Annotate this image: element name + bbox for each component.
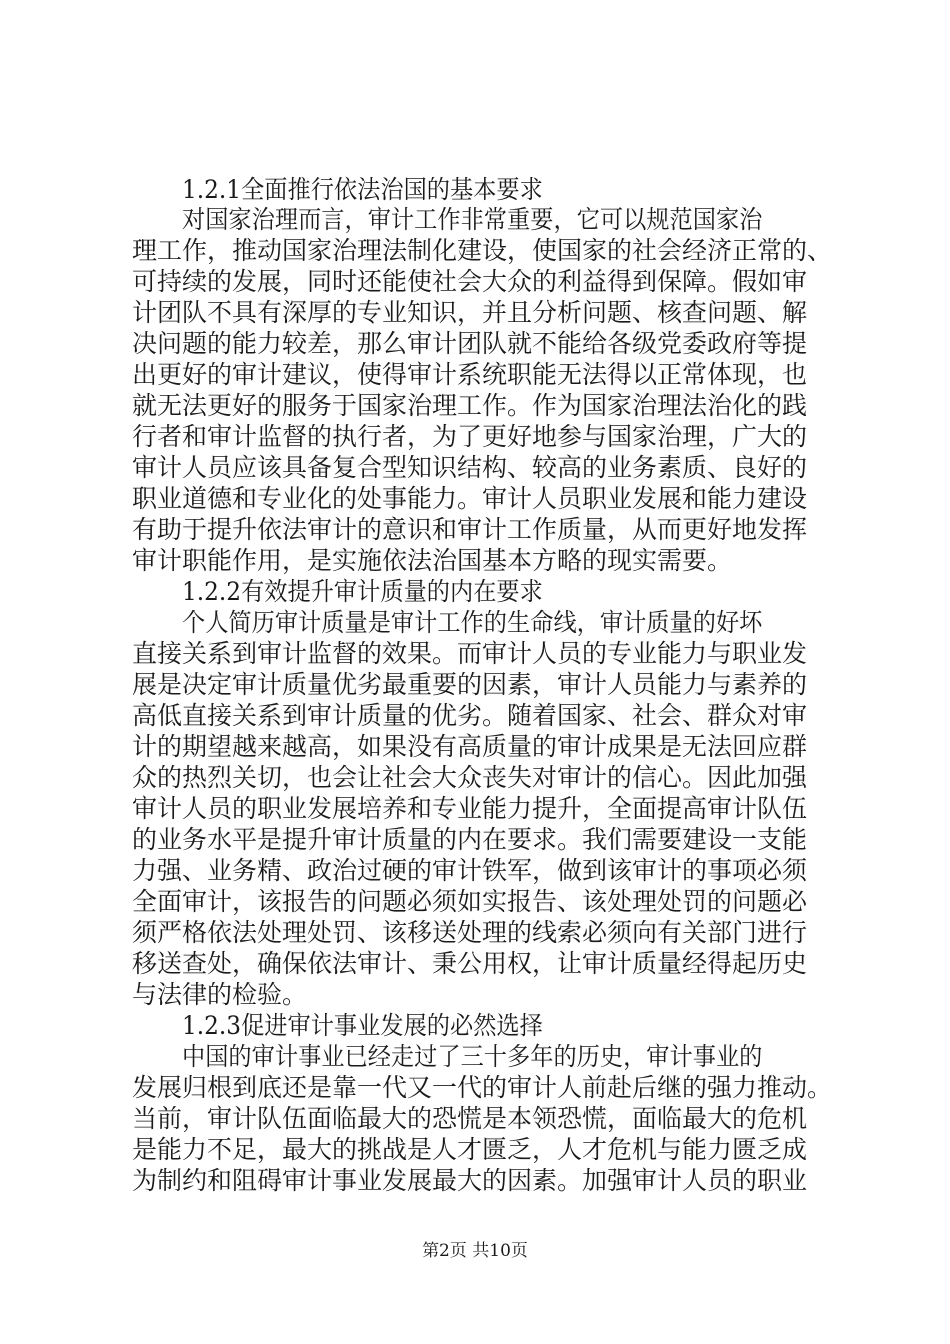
paragraph-line: 个人简历审计质量是审计工作的生命线，审计质量的好坏 bbox=[182, 608, 763, 637]
paragraph-line: 就无法更好的服务于国家治理工作。作为国家治理法治化的践 bbox=[132, 391, 808, 420]
paragraph-line: 计团队不具有深厚的专业知识，并且分析问题、核查问题、解 bbox=[132, 298, 808, 327]
paragraph-line: 当前，审计队伍面临最大的恐慌是本领恐慌，面临最大的危机 bbox=[132, 1104, 808, 1133]
paragraph-line: 审计人员的职业发展培养和专业能力提升，全面提高审计队伍 bbox=[132, 794, 808, 823]
paragraph-line: 中国的审计事业已经走过了三十多年的历史，审计事业的 bbox=[182, 1042, 763, 1071]
paragraph-line: 须严格依法处理处罚、该移送处理的线索必须向有关部门进行 bbox=[132, 918, 808, 947]
paragraph-line: 众的热烈关切，也会让社会大众丧失对审计的信心。因此加强 bbox=[132, 763, 808, 792]
paragraph-line: 的业务水平是提升审计质量的内在要求。我们需要建设一支能 bbox=[132, 825, 808, 854]
paragraph-line: 有助于提升依法审计的意识和审计工作质量，从而更好地发挥 bbox=[132, 515, 808, 544]
paragraph-line: 决问题的能力较差，那么审计团队就不能给各级党委政府等提 bbox=[132, 329, 808, 358]
paragraph-line: 可持续的发展，同时还能使社会大众的利益得到保障。假如审 bbox=[132, 267, 808, 296]
paragraph-line: 全面审计，该报告的问题必须如实报告、该处理处罚的问题必 bbox=[132, 887, 808, 916]
page-number-footer: 第2页 共10页 bbox=[422, 1241, 528, 1261]
paragraph-line: 为制约和阻碍审计事业发展最大的因素。加强审计人员的职业 bbox=[132, 1166, 808, 1195]
paragraph-line: 与法律的检验。 bbox=[132, 980, 308, 1009]
paragraph-line: 审计人员应该具备复合型知识结构、较高的业务素质、良好的 bbox=[132, 453, 808, 482]
paragraph-line: 审计职能作用，是实施依法治国基本方略的现实需要。 bbox=[132, 546, 733, 575]
paragraph-line: 直接关系到审计监督的效果。而审计人员的专业能力与职业发 bbox=[132, 639, 808, 668]
paragraph-line: 计的期望越来越高，如果没有高质量的审计成果是无法回应群 bbox=[132, 732, 808, 761]
paragraph-line: 力强、业务精、政治过硬的审计铁军，做到该审计的事项必须 bbox=[132, 856, 808, 885]
paragraph-line: 行者和审计监督的执行者，为了更好地参与国家治理，广大的 bbox=[132, 422, 808, 451]
paragraph-line: 高低直接关系到审计质量的优劣。随着国家、社会、群众对审 bbox=[132, 701, 808, 730]
section-heading-1-2-3: 1.2.3促进审计事业发展的必然选择 bbox=[182, 1011, 543, 1040]
paragraph-line: 职业道德和专业化的处事能力。审计人员职业发展和能力建设 bbox=[132, 484, 808, 513]
paragraph-line: 移送查处，确保依法审计、秉公用权，让审计质量经得起历史 bbox=[132, 949, 808, 978]
paragraph-line: 出更好的审计建议，使得审计系统职能无法得以正常体现，也 bbox=[132, 360, 808, 389]
paragraph-line: 展是决定审计质量优劣最重要的因素，审计人员能力与素养的 bbox=[132, 670, 808, 699]
paragraph-line: 发展归根到底还是靠一代又一代的审计人前赴后继的强力推动。 bbox=[132, 1073, 833, 1102]
paragraph-line: 是能力不足，最大的挑战是人才匮乏，人才危机与能力匮乏成 bbox=[132, 1135, 808, 1164]
section-heading-1-2-1: 1.2.1全面推行依法治国的基本要求 bbox=[182, 175, 543, 204]
paragraph-line: 对国家治理而言，审计工作非常重要，它可以规范国家治 bbox=[182, 205, 763, 234]
section-heading-1-2-2: 1.2.2有效提升审计质量的内在要求 bbox=[182, 577, 543, 606]
paragraph-line: 理工作，推动国家治理法制化建设，使国家的社会经济正常的、 bbox=[132, 236, 833, 265]
